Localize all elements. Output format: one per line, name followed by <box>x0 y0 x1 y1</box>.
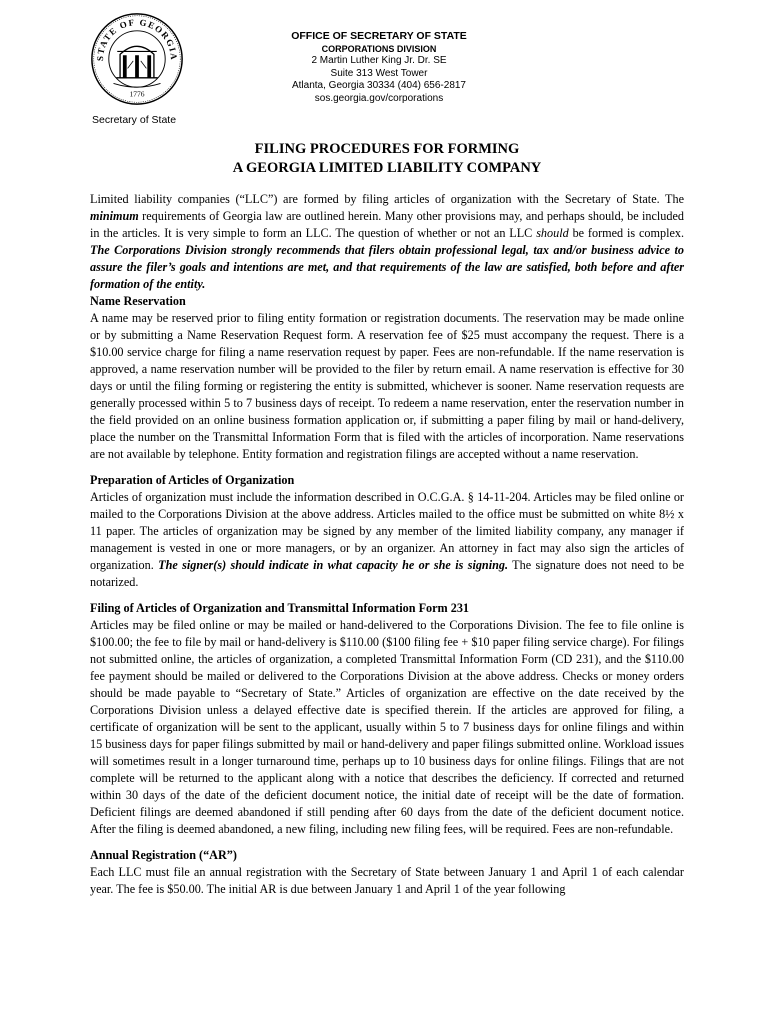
seal-year: 1776 <box>129 89 145 99</box>
section-heading: Name Reservation <box>90 294 186 308</box>
address-line-1: 2 Martin Luther King Jr. Dr. SE <box>311 55 447 66</box>
section-preparation <box>90 472 684 591</box>
intro-paragraph: Limited liability companies (“LLC”) are formed by filing articles of organization with the Secretary of State. The minimum requirements of Georgia law are outlined herein. Many other provisions may, and perhaps should, be included in the articles. It is very simple to form an LLC. The question of whether or not an LLC should be formed is complex. The Corporations Division strongly recommends that filers obtain professional legal, tax and/or business advice to assure the filer’s goals and intentions are met, and that requirements of the law are satisfied, both before and after formation of the entity. <box>90 192 685 291</box>
document-body <box>90 191 684 907</box>
section-filing <box>90 600 684 838</box>
georgia-state-seal <box>90 12 184 106</box>
section-body: Articles of organization must include the information described in O.C.G.A. § 14-11-204. Articles may be filed online or mailed to the Corporations Division at the above address. Articles mailed to the office must be submitted on white 8½ x 11 paper. The articles of organization may be signed by any member of the limited liability company, any manager if management is vested in one or more managers, or by an organizer. An attorney in fact may also sign the articles of organization. The signer(s) should indicate in what capacity he or she is signing. The signature does not need to be notarized. <box>90 490 684 589</box>
office-header <box>240 30 518 105</box>
section-annual-registration <box>90 847 684 898</box>
emphasis-minimum: minimum <box>90 209 139 223</box>
address-line-2: Suite 313 West Tower <box>330 67 428 79</box>
seal-text: STATE OF GEORGIA <box>95 17 179 62</box>
website-link[interactable]: sos.georgia.gov/corporations <box>314 92 444 104</box>
section-heading: Preparation of Articles of Organization <box>90 473 295 487</box>
office-name: OFFICE OF SECRETARY OF STATE <box>291 30 467 42</box>
section-body: A name may be reserved prior to filing entity formation or registration documents. The reservation may be made online or by submitting a Name Reservation Request form. A reservation fee of $25 must accompany the request. There is a $10.00 service charge for filing a name reservation request by paper. Fees are non-refundable. If the name reservation is approved, a name reservation number will be provided to the filer by return email. A name reservation is effective for 30 days or until the filing forming or registering the entity is submitted, whichever is sooner. Name reservation requests are generally processed within 5 to 7 business days of receipt. To redeem a name reservation, enter the reservation number in the field provided on an online business formation application or, if submitting a paper filing by mail or hand-delivery, place the number on the Transmittal Information Form that is filed with the articles of incorporation. Name reservations are not available by telephone. Entity formation and registration filings are accepted without a name reservation. <box>90 311 684 461</box>
title-line-1: FILING PROCEDURES FOR FORMING <box>254 141 520 157</box>
division-name: CORPORATIONS DIVISION <box>321 43 437 54</box>
signer-capacity-note: The signer(s) should indicate in what capacity he or she is signing. <box>158 558 509 572</box>
section-name-reservation <box>90 293 684 463</box>
recommendation-text: The Corporations Division strongly recommends that filers obtain professional legal, tax and/or business advice to assure the filer’s goals and intentions are met, and that requirements of the law are satisfied, both before and after formation of the entity. <box>90 243 684 291</box>
section-body: Each LLC must file an annual registration with the Secretary of State between January 1 and April 1 of each calendar year. The fee is $50.00. The initial AR is due between January 1 and April 1 of the year following <box>90 865 684 896</box>
section-heading: Filing of Articles of Organization and Transmittal Information Form 231 <box>90 601 470 615</box>
document-title <box>90 140 684 178</box>
address-line-3: Atlanta, Georgia 30334 (404) 656-2817 <box>291 80 466 91</box>
secretary-of-state-label: Secretary of State <box>92 114 177 126</box>
title-line-2: A GEORGIA LIMITED LIABILITY COMPANY <box>232 160 542 176</box>
section-heading: Annual Registration (“AR”) <box>90 848 237 862</box>
emphasis-should: should <box>536 226 569 240</box>
section-body: Articles may be filed online or may be mailed or hand-delivered to the Corporations Division. The fee to file online is $100.00; the fee to file by mail or hand-delivery is $110.00 ($100 filing fee + $10 paper filing service charge). For filings not submitted online, the articles of organization, a completed Transmittal Information Form (CD 231), and the $110.00 fee payment should be mailed or delivered to the Corporations Division at the above address. Checks or money orders should be made payable to “Secretary of State.” Articles of organization are effective on the date received by the Corporations Division unless a delayed effective date is specified therein. If the articles are approved for filing, a certificate of organization will be sent to the applicant, usually within 5 to 7 business days for online filings and within 15 business days for paper filings submitted by mail or hand-delivery and paper filings submitted online. Workload issues will sometimes result in a longer turnaround time, perhaps up to 10 business days for online filings. Filings that are not complete will be returned to the applicant along with a notice that describes the deficiency. If corrected and returned within 30 days of the date of the deficient document notice, the initial date of receipt will be the date of formation. Deficient filings are deemed abandoned if still pending after 60 days from the date of the deficient document notice. After the filing is deemed abandoned, a new filing, including new filing fees, will be required. Fees are non-refundable. <box>90 618 684 836</box>
